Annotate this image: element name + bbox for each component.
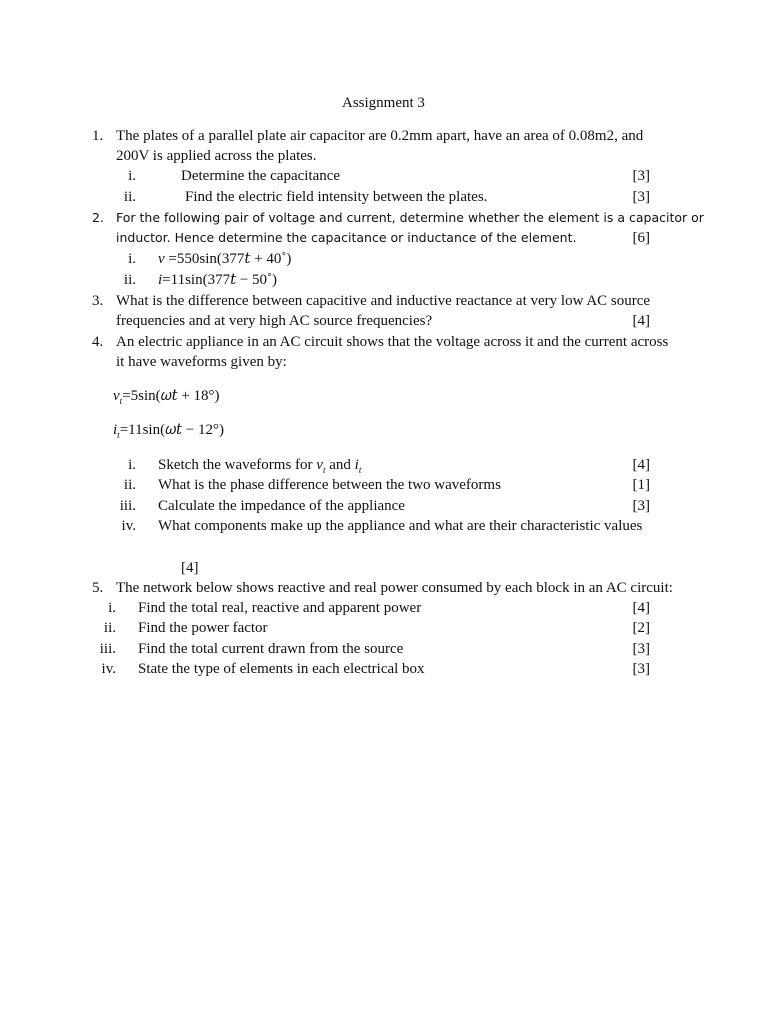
- q5-part-number: iii.: [99, 641, 116, 657]
- q3-text-line2: frequencies and at very high AC source frequencies?: [116, 313, 433, 329]
- q1-number: 1.: [92, 128, 104, 144]
- q4-part-mark: [1]: [632, 477, 650, 493]
- q2-text-line2: inductor. Hence determine the capacitance or inductance of the element.: [116, 230, 577, 245]
- q4-part-text: What is the phase difference between the two waveforms: [158, 477, 501, 493]
- subscript-t: t: [117, 430, 120, 440]
- q1-text-line1: The plates of a parallel plate air capacitor are 0.2mm apart, have an area of 0.08m2, and: [116, 128, 644, 144]
- q5-part-number: i.: [108, 600, 116, 616]
- q2-part-number: ii.: [123, 272, 136, 288]
- q1-part-number: ii.: [123, 189, 136, 205]
- q1-part-text: Find the electric field intensity between the plates.: [185, 189, 488, 205]
- page-title: Assignment 3: [342, 95, 425, 111]
- q4-current-equation: [113, 420, 224, 445]
- q5-part-mark: [4]: [632, 600, 650, 616]
- q5-part-mark: [2]: [632, 620, 650, 636]
- equation-text: =5sin(𝜔𝑡 + 18°): [122, 388, 220, 404]
- q4-part-number: ii.: [123, 477, 136, 493]
- q2-text-line1: For the following pair of voltage and current, determine whether the element is a capacitor or: [116, 210, 704, 225]
- q5-part-text: Find the total current drawn from the source: [138, 641, 404, 657]
- q1-part-mark: [3]: [632, 168, 650, 184]
- q4-voltage-equation: [113, 386, 220, 411]
- equation-text: =11sin(377𝑡 − 50˚): [162, 272, 278, 288]
- subscript-t: t: [322, 465, 326, 475]
- q5-part-mark: [3]: [632, 661, 650, 677]
- q2-mark: [6]: [632, 230, 650, 246]
- q5-part-number: ii.: [103, 620, 116, 636]
- var-v: v: [113, 388, 120, 404]
- var-v: v: [158, 251, 165, 267]
- q1-part-text: Determine the capacitance: [181, 168, 341, 184]
- q1-part-number: i.: [128, 168, 136, 184]
- q4-text-line2: it have waveforms given by:: [116, 354, 287, 370]
- equation-text: =11sin(𝜔𝑡 − 12°): [119, 422, 224, 438]
- q2-number: 2.: [92, 210, 104, 225]
- q4-part-number: i.: [128, 457, 136, 473]
- q4-part-mark: [3]: [632, 498, 650, 514]
- q4-part-text: What components make up the appliance and what are their characteristic values: [158, 518, 643, 534]
- part-text: Sketch the waveforms for: [158, 457, 317, 473]
- q4-part-mark: [4]: [632, 457, 650, 473]
- var-i: i: [113, 422, 118, 438]
- q4-part-number: iv.: [121, 518, 136, 534]
- q2-part-equation: [158, 270, 277, 290]
- q3-mark: [4]: [632, 313, 650, 329]
- q1-text-line2: 200V is applied across the plates.: [116, 148, 317, 164]
- q5-part-text: Find the power factor: [138, 620, 268, 636]
- q3-text-line1: What is the difference between capacitive and inductive reactance at very low AC source: [116, 293, 651, 309]
- q1-part-mark: [3]: [632, 189, 650, 205]
- q4-text-line1: An electric appliance in an AC circuit shows that the voltage across it and the current across: [116, 334, 669, 350]
- subscript-t: t: [358, 465, 362, 475]
- q4-number: 4.: [92, 334, 104, 350]
- q2-part-equation: [158, 249, 291, 269]
- subscript-t: t: [119, 396, 123, 406]
- q5-text-line1: The network below shows reactive and real power consumed by each block in an AC circuit:: [116, 580, 673, 596]
- var-i: i: [158, 272, 163, 288]
- q5-part-text: State the type of elements in each electrical box: [138, 661, 425, 677]
- q4-part-mark: [4]: [181, 560, 199, 576]
- q5-number: 5.: [92, 580, 104, 596]
- q4-part-number: iii.: [119, 498, 136, 514]
- equation-text: =550sin(377𝑡 + 40˚): [164, 251, 292, 267]
- q5-part-text: Find the total real, reactive and apparent power: [138, 600, 422, 616]
- var-v: v: [316, 457, 323, 473]
- q4-part-text: Calculate the impedance of the appliance: [158, 498, 405, 514]
- q2-part-number: i.: [128, 251, 136, 267]
- part-text-and: and: [325, 457, 355, 473]
- q5-part-number: iv.: [101, 661, 116, 677]
- var-i: i: [354, 457, 359, 473]
- q5-part-mark: [3]: [632, 641, 650, 657]
- q3-number: 3.: [92, 293, 104, 309]
